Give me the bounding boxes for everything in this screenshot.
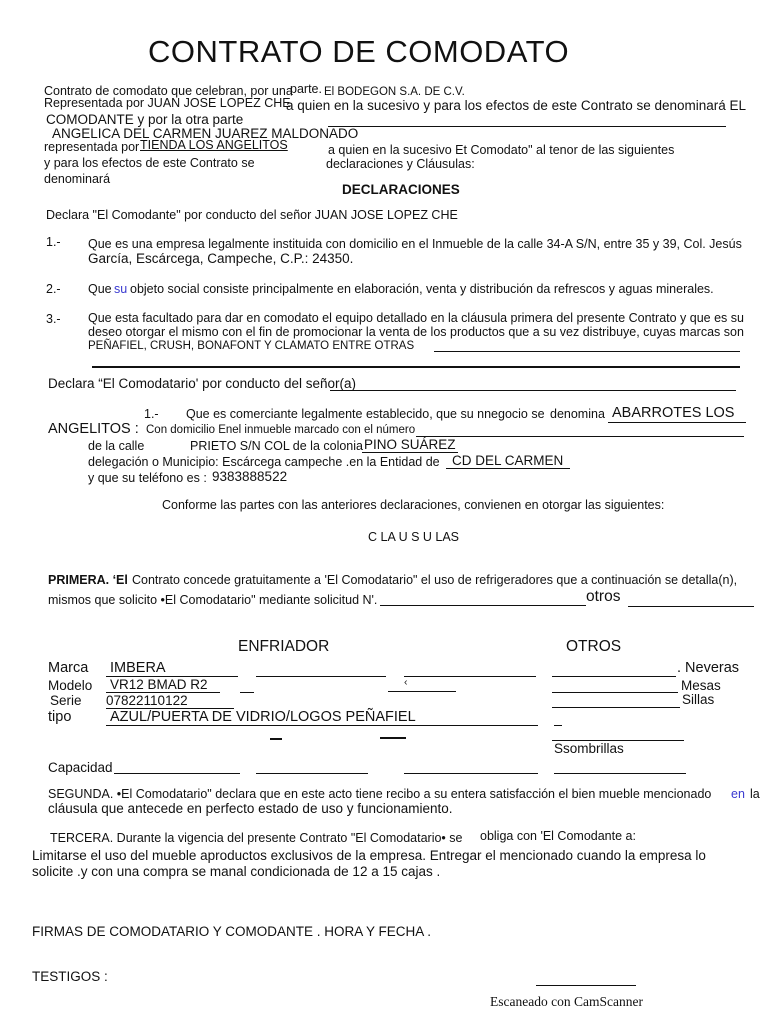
sillas-label: Sillas xyxy=(682,692,715,707)
calle-value: PRIETO S/N COL de la colonia xyxy=(190,439,363,453)
otros-heading: OTROS xyxy=(566,638,622,655)
comodatario-denomina: denomina xyxy=(550,407,605,421)
tipo-otros-mark xyxy=(554,725,562,726)
comodatario-name-field xyxy=(330,390,736,391)
intro-line-6b: declaraciones y Cláusulas: xyxy=(326,157,475,171)
business-name-underline xyxy=(608,422,746,423)
capacidad-field-4 xyxy=(554,773,686,774)
testigos-signature-field xyxy=(536,985,636,986)
tercera-text-c: Limitarse el uso del mueble aproductos exclusivos de la empresa. Entregar el mencionado cuando la empresa lo xyxy=(32,848,706,863)
declara-comodante: Declara "El Comodante" por conducto del señor JUAN JOSE LOPEZ CHE xyxy=(46,208,458,222)
item-2-number: 2.- xyxy=(46,282,61,296)
capacidad-label: Capacidad xyxy=(48,760,113,775)
item-2-text: objeto social consiste principalmente en elaboración, venta y distribución da refrescos y aguas minerales. xyxy=(130,282,714,296)
delegacion-text: delegación o Municipio: Escárcega campeche .en la Entidad de xyxy=(88,455,440,469)
comodatario-business: TIENDA LOS ANGELITOS xyxy=(140,138,288,152)
testigos-label: TESTIGOS : xyxy=(32,969,108,984)
mesas-field xyxy=(552,692,678,693)
tercera-text-b: obliga con 'El Comodante a: xyxy=(480,829,636,843)
intro-line-2a: Representada por JUAN JOSE LOPEZ CHE xyxy=(44,96,291,110)
solicitud-number-field xyxy=(380,605,586,606)
intro-line-7: denominará xyxy=(44,172,111,186)
marca-value: IMBERA xyxy=(110,660,166,676)
calle-label: de la calle xyxy=(88,439,145,453)
item-3-text-a: Que esta facultado para dar en comodato el equipo detallado en la cláusula primera del presente Contrato y que es su xyxy=(88,311,744,325)
modelo-field-3 xyxy=(388,691,456,692)
marca-field-2 xyxy=(256,676,386,677)
entidad-value: CD DEL CARMEN xyxy=(452,453,564,468)
marca-label: Marca xyxy=(48,660,89,676)
item-2-que: Que xyxy=(88,282,112,296)
comodatario-name: ANGELICA DEL CARMEN JUAREZ MALDONADO xyxy=(52,126,359,141)
sombrillas-label: Ssombrillas xyxy=(554,741,624,756)
segunda-text-b: cláusula que antecede en perfecto estado de uso y funcionamiento. xyxy=(48,801,453,816)
intro-party-comodante: El BODEGON S.A. DE C.V. xyxy=(324,86,465,98)
item-1-text-b: García, Escárcega, Campeche, C.P.: 24350. xyxy=(88,251,354,266)
telefono-label: y que su teléfono es : xyxy=(88,471,207,485)
tipo-label: tipo xyxy=(48,709,72,725)
item-1-text-a: Que es una empresa legalmente instituida con domicilio en el Inmueble de la calle 34-A S/N, entre 35 y 39, Col. Jesús xyxy=(88,237,742,251)
item-1-number: 1.- xyxy=(46,235,61,249)
declaraciones-heading: DECLARACIONES xyxy=(342,182,460,197)
item-3-text-b: deseo otorgar el mismo con el fin de promocionar la venta de los productos que a su vez distribuye, cuyas marcas son xyxy=(88,325,744,339)
segunda-text-a: SEGUNDA. •El Comodatario" declara que en este acto tiene recibo a su entera satisfacción el bien mueble mencionado xyxy=(48,787,712,801)
colonia-value: PINO SUÁREZ xyxy=(364,437,456,452)
scan-mark-2 xyxy=(380,737,406,739)
business-name-2: ANGELITOS : xyxy=(48,421,139,437)
segunda-la: la xyxy=(750,787,760,801)
serie-label: Serie xyxy=(50,693,82,708)
modelo-value: VR12 BMAD R2 xyxy=(110,677,208,692)
tipo-value: AZUL/PUERTA DE VIDRIO/LOGOS PEÑAFIEL xyxy=(110,709,416,725)
modelo-field-2 xyxy=(240,692,254,693)
comodatario-item-1-number: 1.- xyxy=(144,407,159,421)
modelo-label: Modelo xyxy=(48,678,93,693)
document-title: CONTRATO DE COMODATO xyxy=(148,34,570,69)
camscanner-watermark: Escaneado con CamScanner xyxy=(490,994,643,1009)
intro-underline-1 xyxy=(328,126,726,127)
capacidad-field-2 xyxy=(256,773,368,774)
intro-line-2b: a quien en la sucesivo y para los efectos de este Contrato se denominará EL xyxy=(286,98,747,113)
scan-mark-1 xyxy=(270,738,282,740)
tipo-field xyxy=(106,725,538,726)
telefono-value: 9383888522 xyxy=(212,469,288,484)
capacidad-field-1 xyxy=(114,773,240,774)
tercera-text-a: TERCERA. Durante la vigencia del presente Contrato "El Comodatario• se xyxy=(50,831,463,845)
tercera-text-d: solicite .y con una compra se manal condicionada de 12 a 15 cajas . xyxy=(32,864,441,879)
intro-line-1b: parte. xyxy=(290,82,322,96)
entidad-underline xyxy=(446,468,570,469)
intro-line-6a: y para los efectos de este Contrato se xyxy=(44,156,255,170)
primera-text-b: mismos que solicito •El Comodatario" mediante solicitud N'. xyxy=(48,593,378,607)
conforme-text: Conforme las partes con las anteriores declaraciones, convienen en otorgar las siguientes: xyxy=(162,498,665,512)
item-2-su: su xyxy=(114,282,128,296)
intro-line-5a: representada por xyxy=(44,140,140,154)
declara-comodatario: Declara “El Comodatario' por conducto del señor(a) xyxy=(48,376,356,391)
primera-text-a: Contrato concede gratuitamente a 'El Comodatario" el uso de refrigeradores que a continuación se detalla(n), xyxy=(132,573,738,587)
segunda-en: en xyxy=(731,787,745,801)
clausulas-heading: C LA U S U LAS xyxy=(368,530,460,544)
colonia-underline xyxy=(362,452,458,453)
enfriador-heading: ENFRIADOR xyxy=(238,638,330,655)
domicilio-number-field xyxy=(416,436,744,437)
otros-label-inline: otros xyxy=(586,588,621,605)
capacidad-field-3 xyxy=(404,773,538,774)
intro-line-1a: Contrato de comodato que celebran, por una xyxy=(44,84,293,98)
primera-label: PRIMERA. ‘El xyxy=(48,573,128,587)
domicilio-text: Con domicilio Enel inmueble marcado con el número xyxy=(146,424,416,436)
neveras-field xyxy=(552,676,676,677)
item-3-underline xyxy=(434,351,740,352)
intro-line-3: COMODANTE y por la otra parte xyxy=(46,112,244,127)
neveras-label: . Neveras xyxy=(677,660,740,676)
firmas-line: FIRMAS DE COMODATARIO Y COMODANTE . HORA Y FECHA . xyxy=(32,924,432,939)
marca-field-3 xyxy=(404,676,536,677)
section-divider xyxy=(92,366,740,368)
comodatario-item-1-text: Que es comerciante legalmente establecido, que su nnegocio se xyxy=(186,407,545,421)
item-3-number: 3.- xyxy=(46,312,61,326)
serie-value: 07822110122 xyxy=(106,693,188,708)
intro-line-5c: a quien en la sucesivo Et Comodato" al tenor de las siguientes xyxy=(328,143,675,157)
mesas-label: Mesas xyxy=(681,678,721,693)
item-3-text-c: PEÑAFIEL, CRUSH, BONAFONT Y CLAMATO ENTRE OTRAS xyxy=(88,340,415,352)
sillas-field xyxy=(552,707,680,708)
otros-inline-field xyxy=(628,606,754,607)
business-name-1: ABARROTES LOS xyxy=(612,405,735,421)
